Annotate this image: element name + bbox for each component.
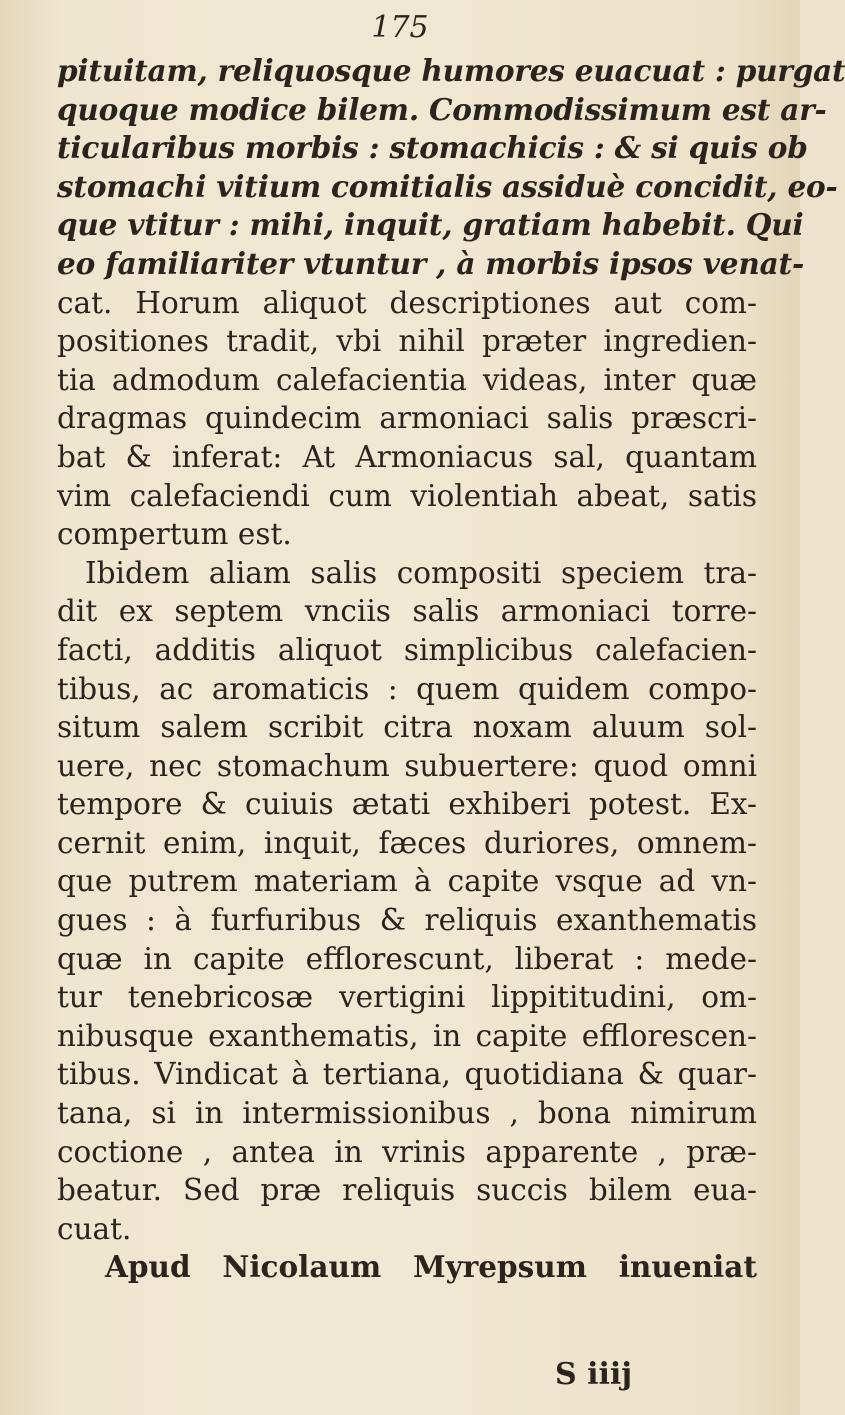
text-line: stomachi vitium comitialis assiduè concidit, eo- bbox=[57, 168, 838, 204]
text-line: Ibidem aliam salis compositi speciem tra- bbox=[85, 555, 757, 590]
text-line: nibusque exanthematis, in capite efflorescen- bbox=[57, 1018, 757, 1053]
text-line: uere, nec stomachum subuertere: quod omni bbox=[57, 748, 757, 783]
page-number: 175 bbox=[371, 10, 429, 45]
text-line: tana, si in intermissionibus , bona nimirum bbox=[57, 1096, 757, 1131]
text-line: que vtitur : mihi, inquit, gratiam habebit. Qui bbox=[57, 207, 804, 243]
text-line: tibus, ac aromaticis : quem quidem compo- bbox=[57, 671, 757, 706]
text-line: vim calefaciendi cum violentiah abeat, satis bbox=[57, 478, 757, 513]
text-line: cat. Horum aliquot descriptiones aut com- bbox=[57, 285, 757, 320]
text-line: gues : à furfuribus & reliquis exanthematis bbox=[57, 903, 757, 938]
text-line: dragmas quindecim armoniaci salis præscri- bbox=[57, 401, 757, 436]
text-line: tur tenebricosæ vertigini lippititudini, om- bbox=[57, 980, 757, 1015]
text-line: quoque modice bilem. Commodissimum est ar- bbox=[57, 91, 827, 127]
body-text bbox=[57, 52, 845, 1287]
text-line: cernit enim, inquit, fæces duriores, omnem- bbox=[57, 825, 757, 860]
text-line: Apud Nicolaum Myrepsum inueniat bbox=[105, 1249, 757, 1285]
text-line: dit ex septem vnciis salis armoniaci torre- bbox=[57, 594, 757, 629]
text-line: positiones tradit, vbi nihil præter ingredien- bbox=[57, 324, 757, 359]
text-line: eo familiariter vtuntur , à morbis ipsos venat- bbox=[57, 245, 804, 281]
text-line: beatur. Sed præ reliquis succis bilem eua- bbox=[57, 1173, 757, 1208]
text-line: ticularibus morbis : stomachicis : & si quis ob bbox=[57, 130, 808, 166]
text-line: que putrem materiam à capite vsque ad vn- bbox=[57, 864, 757, 899]
text-line: tia admodum calefacientia videas, inter quæ bbox=[57, 362, 757, 397]
text-line: tempore & cuiuis ætati exhiberi potest. Ex- bbox=[57, 787, 757, 822]
text-line: coctione , antea in vrinis apparente , præ- bbox=[57, 1134, 757, 1169]
text-line: facti, additis aliquot simplicibus calefacien- bbox=[57, 632, 757, 667]
text-line: compertum est. bbox=[57, 517, 292, 552]
signature-mark: S iiij bbox=[555, 1357, 633, 1392]
text-line: quæ in capite efflorescunt, liberat : mede- bbox=[57, 941, 757, 976]
text-line: pituitam, reliquosque humores euacuat : purgat bbox=[57, 53, 845, 88]
text-line: cuat. bbox=[57, 1211, 132, 1246]
text-line: situm salem scribit citra noxam aluum sol- bbox=[57, 710, 757, 745]
text-line: bat & inferat: At Armoniacus sal, quantam bbox=[57, 439, 757, 474]
text-line: tibus. Vindicat à tertiana, quotidiana & quar- bbox=[57, 1057, 757, 1092]
